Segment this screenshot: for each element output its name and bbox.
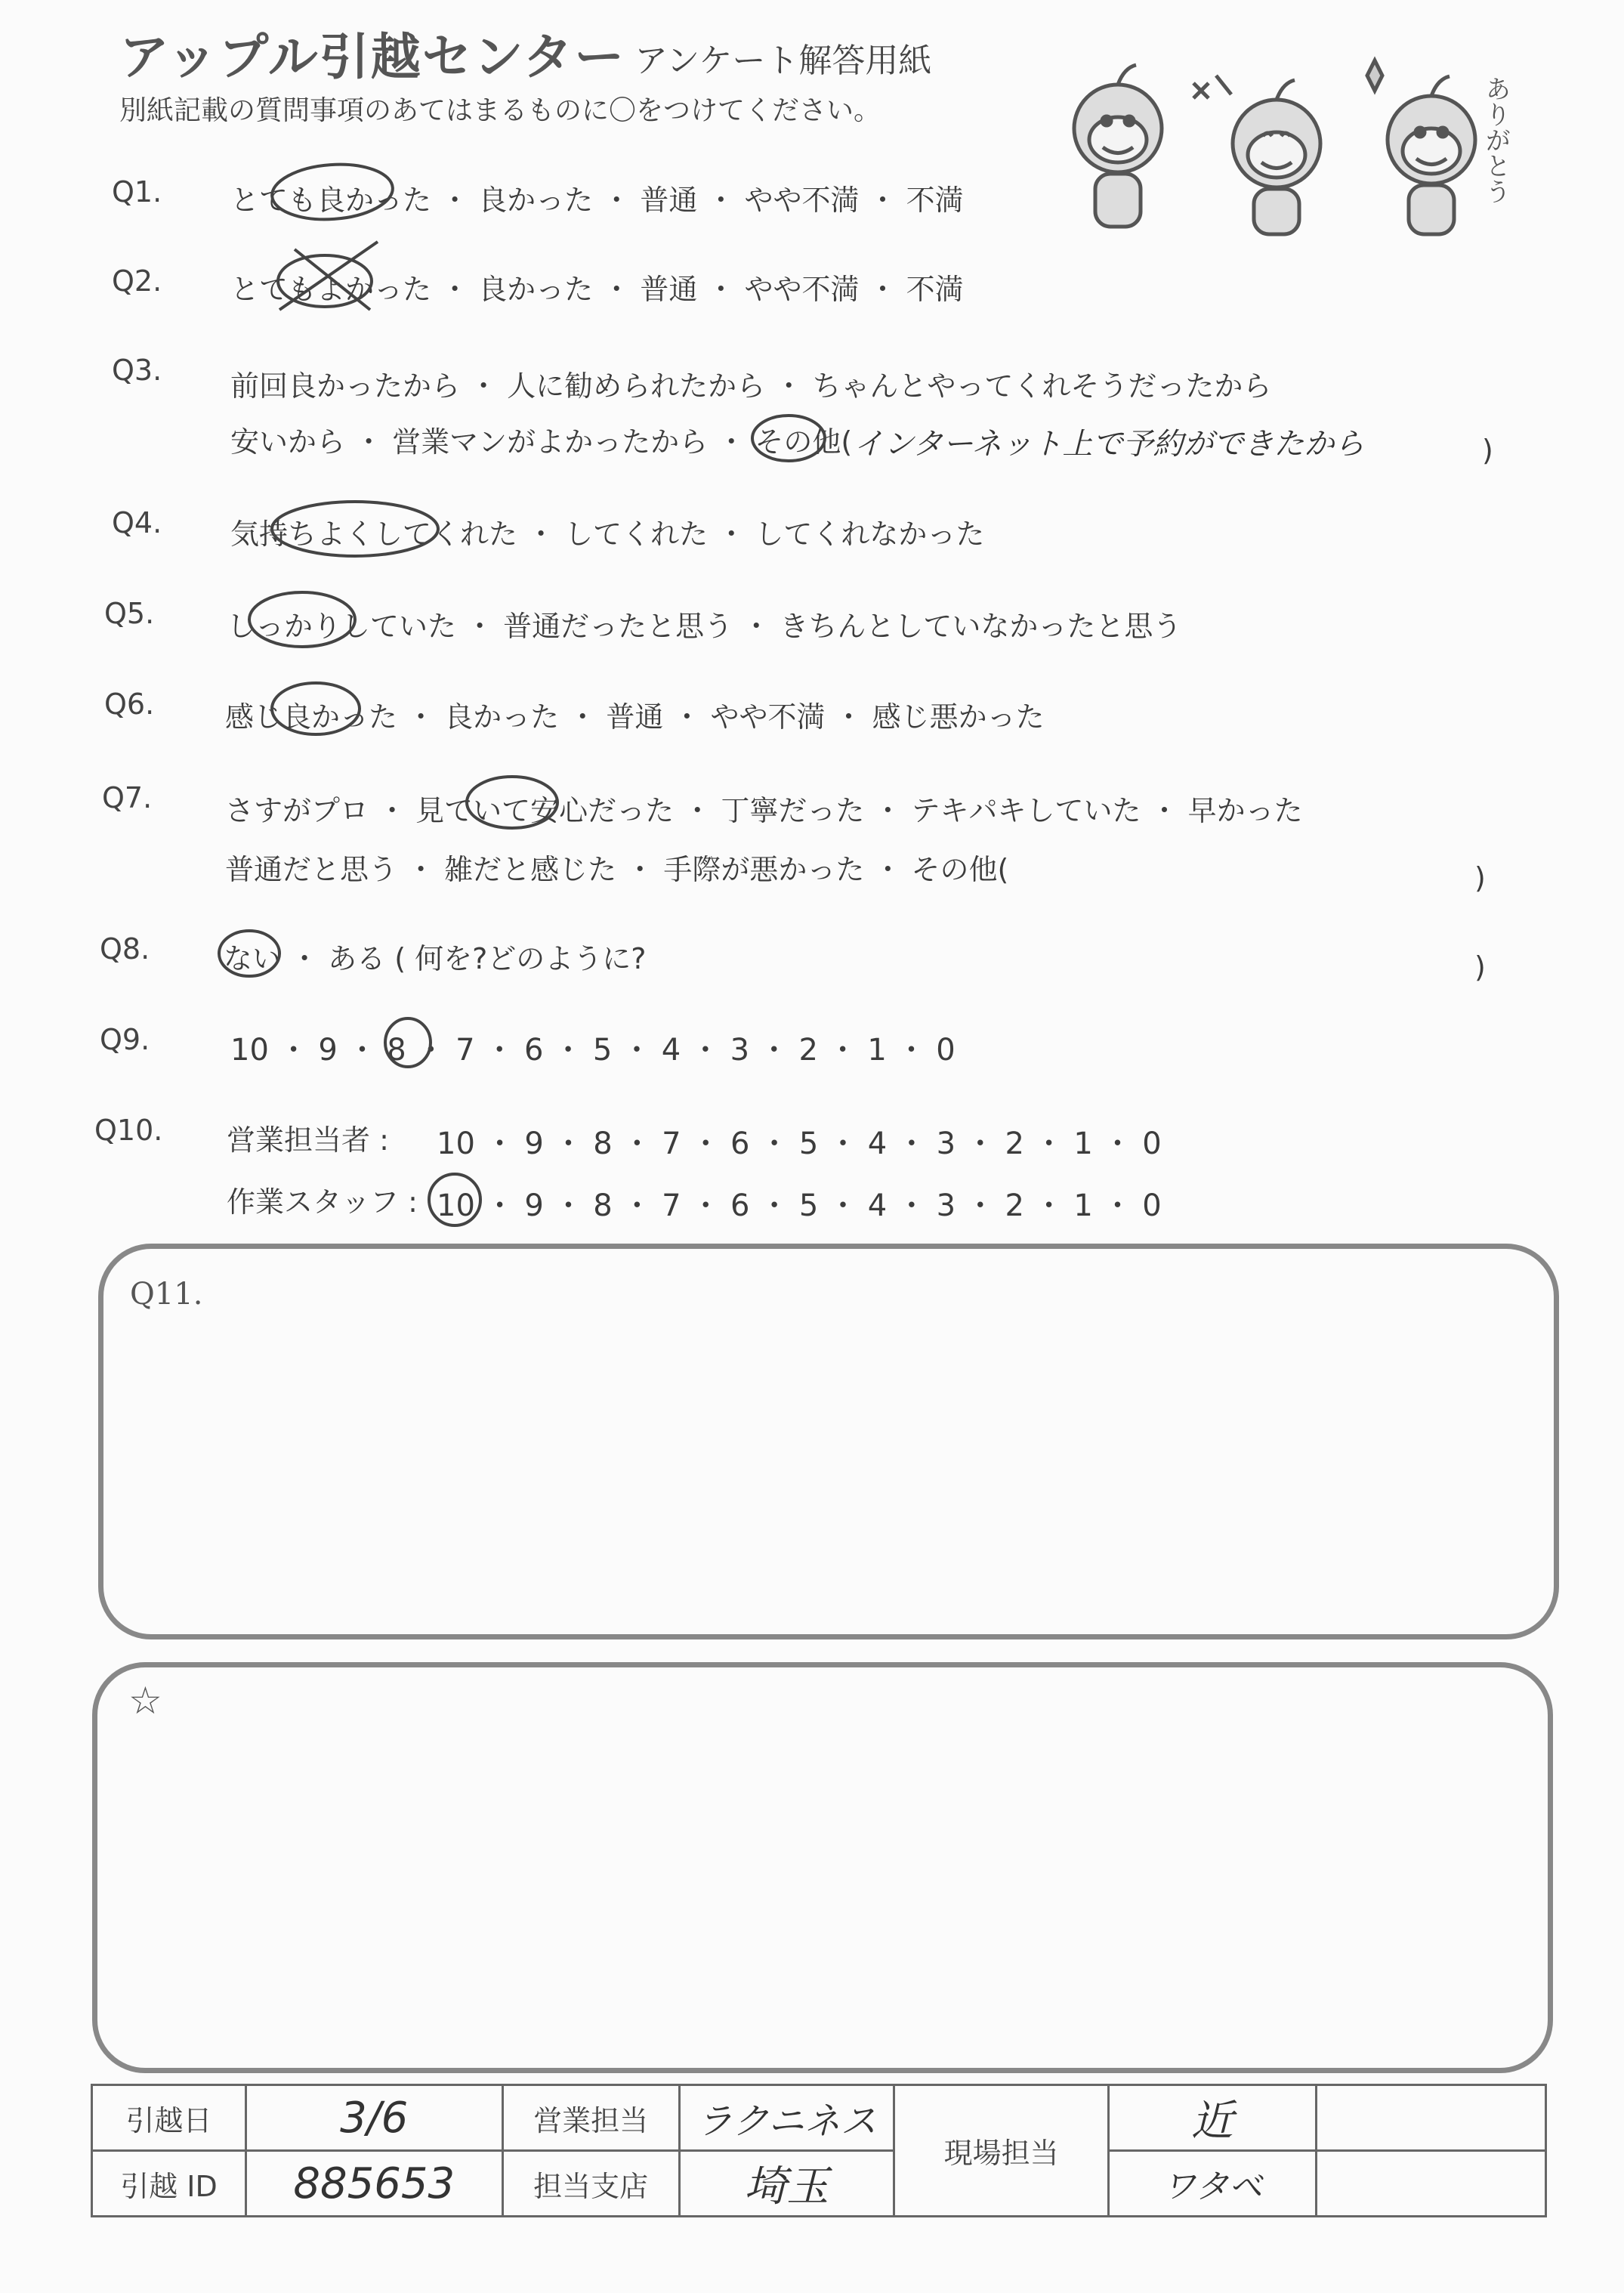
q10-label: Q10. (94, 1114, 163, 1147)
sparkle-icon (1367, 60, 1382, 91)
q7-label: Q7. (102, 781, 153, 814)
move-id-value[interactable]: 885653 (245, 2151, 502, 2217)
q5-label: Q5. (104, 597, 155, 630)
monkey-mascots-illustration (1042, 30, 1526, 242)
q2-options[interactable]: とてもよかった ・ 良かった ・ 普通 ・ やや不満 ・ 不満 (230, 273, 964, 306)
q8-label: Q8. (100, 932, 150, 966)
q10-staff-label: 作業スタッフ : (227, 1185, 418, 1219)
form-subtitle: アンケート解答用紙 (634, 42, 932, 80)
branch-value[interactable]: 埼玉 (679, 2151, 894, 2217)
q9-label: Q9. (100, 1023, 150, 1056)
q9-scale[interactable]: 10 ・ 9 ・ 8 ・ 7 ・ 6 ・ 5 ・ 4 ・ 3 ・ 2 ・ 1 ・ 0 (230, 1033, 956, 1068)
q10-staff-scale[interactable]: 10 ・ 9 ・ 8 ・ 7 ・ 6 ・ 5 ・ 4 ・ 3 ・ 2 ・ 1 ・ 0 (437, 1188, 1162, 1223)
q10-sales-scale[interactable]: 10 ・ 9 ・ 8 ・ 7 ・ 6 ・ 5 ・ 4 ・ 3 ・ 2 ・ 1 ・ 0 (437, 1126, 1162, 1161)
site-staff-value-1[interactable]: 近 (1109, 2085, 1316, 2151)
move-date-value[interactable]: 3/6 (245, 2085, 502, 2151)
q10-sales-label: 営業担当者 : (227, 1123, 389, 1157)
branch-label: 担当支店 (502, 2151, 679, 2217)
sales-person-value[interactable]: ラクニネス (679, 2085, 894, 2151)
q2-label: Q2. (112, 264, 162, 298)
q1-label: Q1. (112, 175, 162, 209)
site-staff-label: 現場担当 (894, 2085, 1108, 2217)
star-comment-box[interactable] (92, 1662, 1553, 2073)
footer-blank-cell-2 (1316, 2151, 1545, 2217)
sales-person-label: 営業担当 (502, 2085, 679, 2151)
q1-options[interactable]: とても良かった ・ 良かった ・ 普通 ・ やや不満 ・ 不満 (230, 184, 964, 217)
thanks-text: ありがとう (1480, 76, 1511, 204)
q7-options-line1[interactable]: さすがプロ ・ 見ていて安心だった ・ 丁寧だった ・ テキパキしていた ・ 早かった (225, 794, 1303, 827)
q3-label: Q3. (112, 354, 162, 387)
q3-options-line1[interactable]: 前回良かったから ・ 人に勧められたから ・ ちゃんとやってくれそうだったから (230, 369, 1272, 403)
q4-options[interactable]: 気持ちよくしてくれた ・ してくれた ・ してくれなかった (230, 518, 985, 551)
footer-info-table (91, 2084, 1547, 2217)
q3-options-line2[interactable]: 安いから ・ 営業マンがよかったから ・ その他( (230, 425, 853, 459)
q8-close-paren: ) (1474, 950, 1486, 984)
q5-options[interactable]: しっかりしていた ・ 普通だったと思う ・ きちんとしていなかったと思う (227, 610, 1182, 643)
move-id-label: 引越 ID (92, 2151, 246, 2217)
q6-options[interactable]: 感じ良かった ・ 良かった ・ 普通 ・ やや不満 ・ 感じ悪かった (225, 700, 1045, 734)
q11-box-label: Q11. (130, 1277, 203, 1312)
monkey-mascot-2 (1233, 80, 1320, 234)
q7-options-line2[interactable]: 普通だと思う ・ 雑だと感じた ・ 手際が悪かった ・ その他( (225, 853, 1009, 886)
instruction-text: 別紙記載の質問事項のあてはまるものに〇をつけてください。 (119, 95, 881, 126)
footer-blank-cell-1 (1316, 2085, 1545, 2151)
q6-label: Q6. (104, 688, 155, 721)
sparkle-marks (1193, 76, 1231, 98)
monkey-mascot-3 (1388, 76, 1475, 234)
q8-options[interactable]: ない ・ ある ( 何を?どのように? (224, 942, 647, 975)
company-title: アップル引越センター (119, 28, 626, 86)
q11-comment-box[interactable] (98, 1244, 1559, 1639)
q7-close-paren: ) (1474, 861, 1486, 895)
q3-close-paren: ) (1482, 434, 1493, 467)
star-icon: ☆ (128, 1679, 162, 1723)
q3-other-answer: インターネット上で予約ができたから (854, 427, 1365, 462)
monkey-mascot-1 (1074, 65, 1162, 227)
q4-label: Q4. (112, 506, 162, 539)
site-staff-value-2[interactable]: ワタベ (1109, 2151, 1316, 2217)
move-date-label: 引越日 (92, 2085, 246, 2151)
